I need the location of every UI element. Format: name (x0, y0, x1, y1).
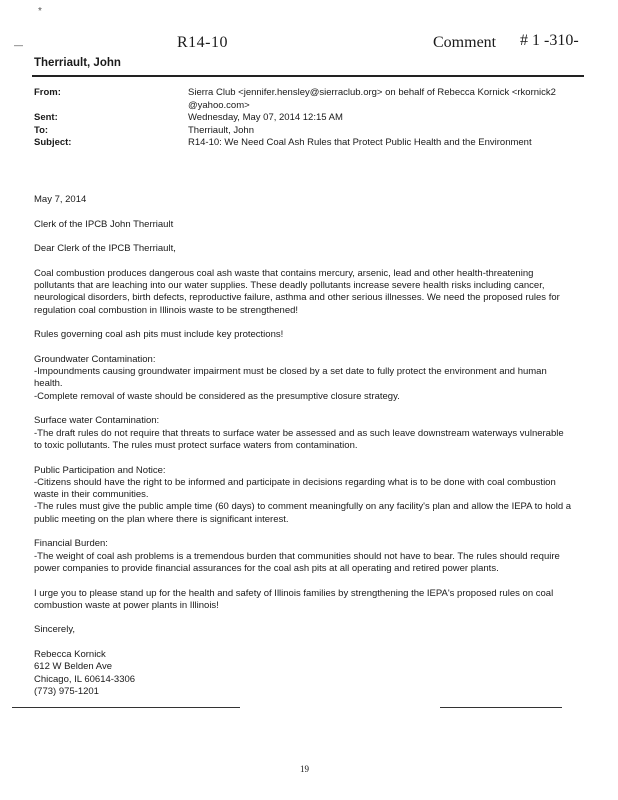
surface-water-point-1: -The draft rules do not require that threats to surface water be assessed and as such leave downstream waterways vulnerable to toxic pollutants. The rules must protect surface waters from contamination. (34, 427, 564, 451)
public-participation-section (34, 465, 574, 526)
email-metadata (34, 87, 594, 150)
intro-paragraph: Coal combustion produces dangerous coal ash waste that contains mercury, arsenic, lead and other health-threatening pollutants that are leaching into our water supplies. These deadly pollutants increase severe health risks including cancer, neurological disorders, birth defects, reproductive failure, asthma and other serious illnesses. We need the proposed rules for regulation coal combustion in Illinois waste to be strengthened! (34, 267, 560, 316)
subject-value: R14-10: We Need Coal Ash Rules that Protect Public Health and the Environment (188, 137, 532, 148)
letter-addressee: Clerk of the IPCB John Therriault (34, 218, 174, 230)
surface-water-heading: Surface water Contamination: (34, 415, 160, 427)
public-participation-point-2: -The rules must give the public ample time (60 days) to comment meaningfully on any facility's plan and allow the IEPA to hold a public meeting on the plan where there is significant interest. (34, 501, 572, 525)
groundwater-point-1: -Impoundments causing groundwater impairment must be closed by a set date to fully protect the environment and human health. (34, 366, 547, 390)
closing-paragraph: I urge you to please stand up for the health and safety of Illinois families by strengthening the IEPA's proposed rules on coal combustion waste at power plants in Illinois! (34, 587, 554, 611)
sent-value: Wednesday, May 07, 2014 12:15 AM (188, 112, 343, 123)
from-label: From: (34, 87, 61, 98)
financial-burden-heading: Financial Burden: (34, 538, 108, 550)
address-line-2: Chicago, IL 60614-3306 (34, 673, 136, 685)
letter-salutation: Dear Clerk of the IPCB Therriault, (34, 243, 176, 255)
rules-statement: Rules governing coal ash pits must include key protections! (34, 329, 284, 341)
header-divider (32, 75, 584, 77)
subject-row (34, 137, 594, 150)
subject-label: Subject: (34, 137, 72, 148)
docket-number: R14-10 (177, 34, 228, 51)
sender-name: Therriault, John (34, 57, 121, 69)
from-row (34, 87, 594, 112)
sign-off: Sincerely, (34, 624, 76, 636)
to-value: Therriault, John (188, 124, 255, 136)
to-label: To: (34, 124, 49, 136)
signature-line-left (12, 707, 240, 708)
financial-burden-point-1: -The weight of coal ash problems is a tremendous burden that communities should not have to bear. The rules should require power companies to provide financial assurances for the coal ash pits at all operating and retired power plants. (34, 550, 560, 574)
public-participation-point-1: -Citizens should have the right to be informed and participate in decisions regarding what is to be done with coal combustion waste in their communities. (34, 476, 556, 501)
to-row (34, 125, 594, 138)
scan-mark: * (38, 6, 42, 17)
from-value: Sierra Club <jennifer.hensley@sierraclub.org> on behalf of Rebecca Kornick <rkornick2 @yahoo.com> (188, 87, 556, 111)
sent-label: Sent: (34, 112, 58, 123)
comment-label: Comment (433, 34, 497, 51)
public-participation-heading: Public Participation and Notice: (34, 464, 166, 476)
sent-row (34, 112, 594, 125)
margin-mark: — (14, 40, 23, 50)
letter-date: May 7, 2014 (34, 194, 87, 205)
page-number: 19 (300, 764, 309, 774)
groundwater-heading: Groundwater Contamination: (34, 353, 156, 365)
surface-water-section (34, 415, 574, 452)
groundwater-section (34, 354, 574, 403)
signature-block (34, 649, 574, 698)
groundwater-point-2: -Complete removal of waste should be considered as the presumptive closure strategy. (34, 390, 400, 402)
financial-burden-section (34, 538, 574, 575)
signer-name: Rebecca Kornick (34, 648, 106, 660)
phone-number: (773) 975-1201 (34, 685, 99, 697)
letter-body (34, 194, 574, 710)
address-line-1: 612 W Belden Ave (34, 661, 112, 673)
signature-line-right (440, 707, 562, 708)
comment-number: # 1 -310- (520, 32, 579, 49)
